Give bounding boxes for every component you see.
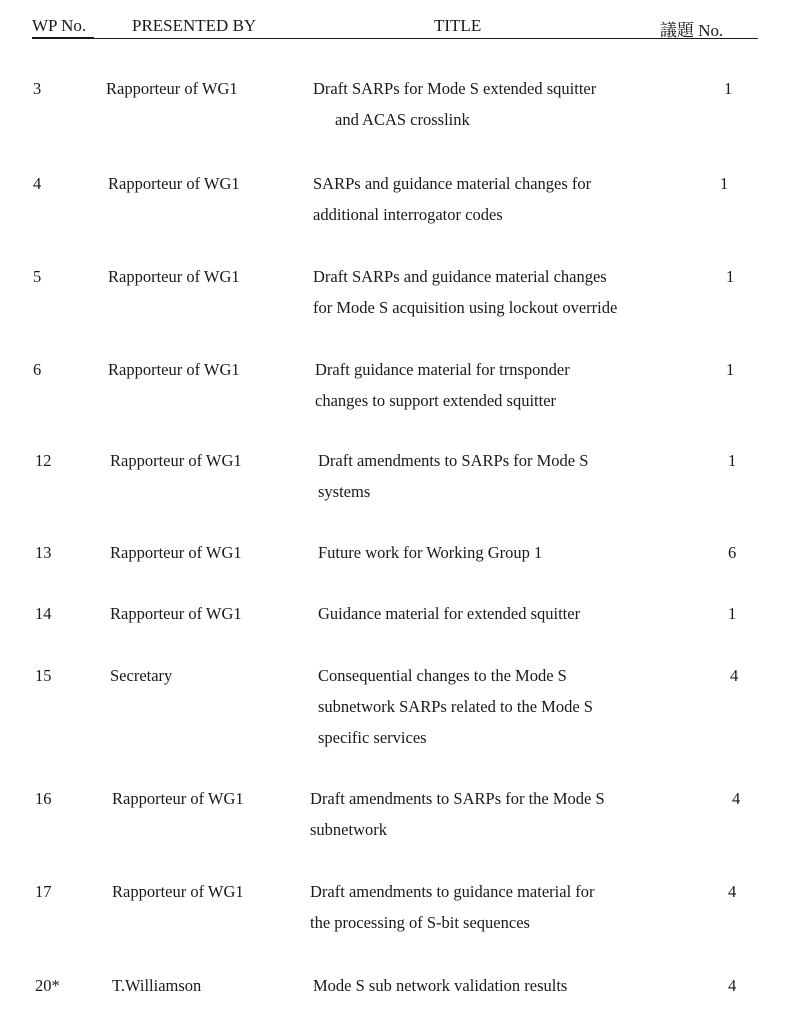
agenda-number: 1 (728, 604, 737, 623)
header-agenda-no: 議題 No. (660, 21, 724, 40)
paper-title (315, 354, 570, 416)
agenda-number: 1 (728, 451, 737, 470)
paper-title-line: the processing of S-bit sequences (310, 913, 530, 932)
wp-number: 4 (33, 174, 42, 193)
agenda-number: 4 (728, 976, 737, 995)
paper-title-line: changes to support extended squitter (315, 391, 557, 410)
paper-title-line: systems (318, 482, 371, 501)
presented-by: Rapporteur of WG1 (110, 604, 242, 623)
header-wp-underline (32, 37, 94, 38)
paper-title (310, 876, 595, 938)
paper-title-line: SARPs and guidance material changes for (313, 174, 592, 193)
presented-by: Rapporteur of WG1 (106, 79, 238, 98)
agenda-number: 1 (726, 267, 735, 286)
paper-title-line: Mode S sub network validation results (313, 976, 568, 995)
paper-title-line: Future work for Working Group 1 (318, 543, 543, 562)
paper-title (318, 445, 588, 507)
presented-by: Secretary (110, 666, 173, 685)
paper-title-line: Draft amendments to SARPs for Mode S (318, 451, 589, 470)
agenda-number: 4 (728, 882, 737, 901)
agenda-number: 6 (728, 543, 737, 562)
presented-by: Rapporteur of WG1 (108, 360, 240, 379)
presented-by: T.Williamson (112, 976, 202, 995)
paper-title (318, 598, 580, 629)
paper-title (310, 783, 605, 845)
paper-title-line: subnetwork (310, 820, 387, 839)
wp-number: 3 (33, 79, 42, 98)
paper-title (318, 537, 542, 568)
paper-title-line: for Mode S acquisition using lockout override (313, 298, 618, 317)
presented-by: Rapporteur of WG1 (108, 267, 240, 286)
paper-title-line: additional interrogator codes (313, 205, 503, 224)
paper-title (313, 261, 617, 323)
wp-number: 5 (33, 267, 42, 286)
presented-by: Rapporteur of WG1 (110, 451, 242, 470)
agenda-number: 4 (732, 789, 741, 808)
header-title: TITLE (434, 16, 482, 35)
wp-number: 15 (35, 666, 52, 685)
agenda-number: 4 (730, 666, 739, 685)
wp-number: 20* (35, 976, 60, 995)
paper-title-line: Consequential changes to the Mode S (318, 666, 567, 685)
paper-title-line: Guidance material for extended squitter (318, 604, 581, 623)
header-presented-by: PRESENTED BY (132, 16, 257, 35)
wp-number: 17 (35, 882, 52, 901)
paper-title-line: Draft guidance material for trnsponder (315, 360, 570, 379)
paper-title (313, 73, 596, 135)
paper-title-line: Draft amendments to SARPs for the Mode S (310, 789, 605, 808)
presented-by: Rapporteur of WG1 (110, 543, 242, 562)
paper-title (318, 660, 593, 753)
paper-title-line: Draft SARPs and guidance material changes (313, 267, 607, 286)
header-wp-no: WP No. (32, 16, 87, 35)
paper-title (313, 168, 591, 230)
agenda-number: 1 (726, 360, 735, 379)
wp-number: 13 (35, 543, 52, 562)
presented-by: Rapporteur of WG1 (112, 789, 244, 808)
agenda-number: 1 (720, 174, 729, 193)
paper-title-line: Draft SARPs for Mode S extended squitter (313, 79, 597, 98)
paper-title (313, 970, 567, 1001)
wp-number: 6 (33, 360, 42, 379)
paper-title-line: Draft amendments to guidance material for (310, 882, 595, 901)
table-header (32, 14, 758, 39)
presented-by: Rapporteur of WG1 (108, 174, 240, 193)
paper-title-line: and ACAS crosslink (335, 110, 470, 129)
paper-title-line: specific services (318, 728, 427, 747)
presented-by: Rapporteur of WG1 (112, 882, 244, 901)
wp-number: 12 (35, 451, 52, 470)
agenda-number: 1 (724, 79, 733, 98)
wp-number: 16 (35, 789, 52, 808)
wp-number: 14 (35, 604, 52, 623)
paper-title-line: subnetwork SARPs related to the Mode S (318, 697, 593, 716)
